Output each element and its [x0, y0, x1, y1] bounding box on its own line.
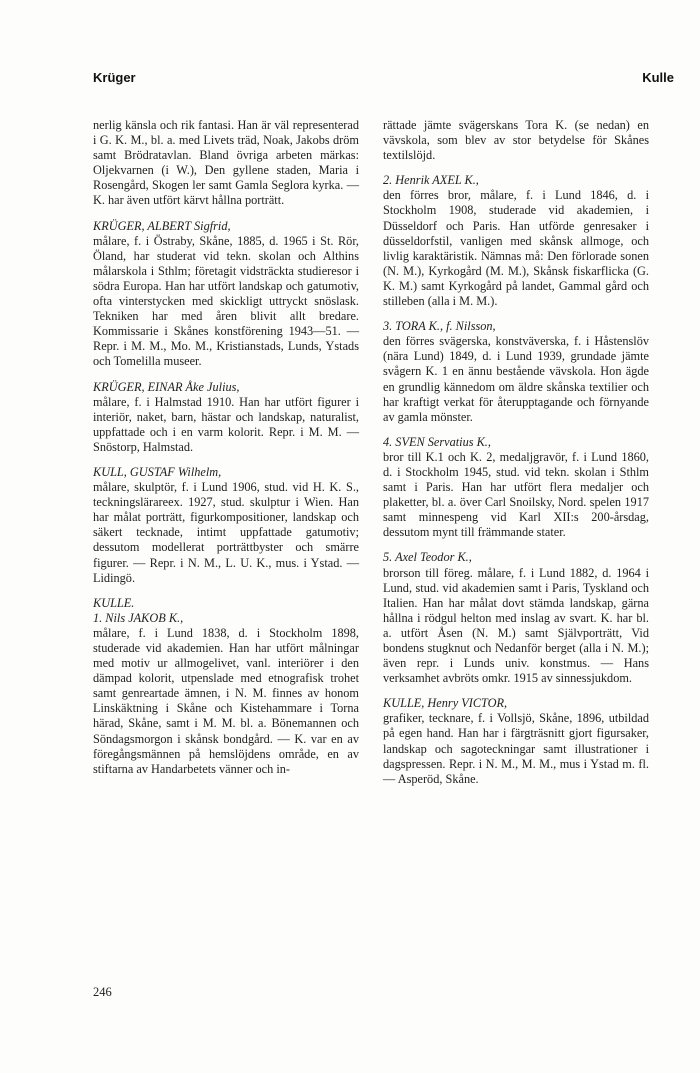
entry-continuation: [383, 118, 649, 163]
entry-body: målare, skulptör, f. i Lund 1906, stud. vid H. K. S., teckningslärareex. 1927, stud. skulptur i Wien. Han har målat porträtt, figurkompositioner, landskap och säkert tecknade, intimt uppfattade gatumotiv; dessutom modellerat porträttbyster och smärre figurer. — Repr. i N. M., L. U. K., mus. i Ystad. — Lidingö.: [93, 480, 359, 585]
entry-body: målare, f. i Halmstad 1910. Han har utfört figurer i interiör, naket, barn, hästar och landskap, naturalist, uppfattade och i en varm kolorit. Repr. i M. M. — Snöstorp, Halmstad.: [93, 394, 359, 454]
entry-body: nerlig känsla och rik fantasi. Han är väl representerad i G. K. M., bl. a. med Livets träd, Noak, Jakobs dröm samt Brödratavlan. Bland övriga arbeten märkas: Oljekvarnen (i W.), Den gyllene staden, Maria i Rosengård, Skogen ler samt Gamla Seglora kyrka. — K. har även utfört kärvt hållna porträtt.: [93, 118, 359, 208]
entry-kulle-sven: [383, 435, 649, 541]
entry-subheading: 1. Nils JAKOB K.,: [93, 610, 184, 625]
left-column: [93, 118, 359, 787]
entry-kull-gustaf: [93, 465, 359, 586]
entry-kruger-albert: [93, 219, 359, 370]
entry-heading: 4. SVEN Servatius K.,: [383, 434, 491, 449]
entry-kulle-tora: [383, 319, 649, 425]
entry-body: den förres bror, målare, f. i Lund 1846, d. i Stockholm 1908, studerade vid akademien, i Düsseldorf och Paris. Han utförde genresaker i düsseldorfstil, vanligen med skånsk allmoge, och livlig karaktäristik. Nämnas må: Den förlorade sonen (N. M.), Kyrkogård (M. M.), Skånsk fiskarflicka (G. K. M.) samt Kyrkogård på landet, Gammal gård och stilleben (alla i M. M.).: [383, 188, 649, 309]
entry-heading: 5. Axel Teodor K.,: [383, 550, 472, 565]
entry-heading: KRÜGER, EINAR Åke Julius,: [93, 379, 240, 394]
entry-body: målare, f. i Lund 1838, d. i Stockholm 1898, studerade vid akademien. Han har utfört målningar med motiv ur allmogelivet, vanl. interiörer i den dämpad kolorit, utpenslade med etnografisk trohet samt genreartade ämnen, i N. M. finnes av honom Linskäktning i Skåne och Kistehammare i Torna härad, Skåne, samt i M. M. bl. a. Bönemannen och Söndagsmorgon i skånsk bondgård. — K. var en av föregångsmännen på hemslöjdens område, en av stiftarna av Handarbetets vänner och in-: [93, 625, 359, 776]
entry-kulle-jakob: [93, 596, 359, 777]
entry-kulle-axel-teodor: [383, 550, 649, 686]
entry-continuation: [93, 118, 359, 209]
entry-body: grafiker, tecknare, f. i Vollsjö, Skåne, 1896, utbildad på egen hand. Han har i färgträsnitt gjort figursaker, landskap och sagoteckningar samt illustrationer i dagspressen. Repr. i N. M., M. M., mus i Ystad m. fl. — Asperöd, Skåne.: [383, 711, 649, 786]
page-number: 246: [93, 985, 112, 999]
entry-heading: KULLE, Henry VICTOR,: [383, 696, 508, 711]
entry-kulle-henry-victor: [383, 696, 649, 787]
running-head-left: Krüger: [93, 70, 136, 85]
entry-heading: KULL, GUSTAF Wilhelm,: [93, 464, 222, 479]
entry-heading: KULLE.: [93, 595, 135, 610]
entry-kulle-axel: [383, 173, 649, 309]
entry-body: den förres svägerska, konstväverska, f. i Håstenslöv (nära Lund) 1849, d. i Lund 1939, grundade jämte svågern K. 1 en ännu bestående vävskola. Hon ägde en grundlig kännedom om äldre skånska textilier och har kraftigt verkat för återupptagande och förnyande av gamla mönster.: [383, 334, 649, 424]
entry-kruger-einar: [93, 380, 359, 455]
entry-body: rättade jämte svägerskans Tora K. (se nedan) en vävskola, som blev av stor betydelse för Skånes textilslöjd.: [383, 118, 649, 163]
entry-heading: KRÜGER, ALBERT Sigfrid,: [93, 218, 231, 233]
entry-heading: 3. TORA K., f. Nilsson,: [383, 319, 496, 334]
right-column: [383, 118, 649, 797]
entry-body: målare, f. i Östraby, Skåne, 1885, d. 1965 i St. Rör, Öland, har studerat vid tekn. skolan och Althins målarskola i Sthlm; företagit vidsträckta studieresor i södra Europa. Han har utfört landskap och gatumotiv, ofta vinterstycken med skickligt uttryckt snöslask. Tekniken har med åren blivit allt bredare. Kommissarie i Skånes konstförening 1943—51. — Repr. i M. M., Mo. M., Kristianstads, Lunds, Ystads och Tomelilla museer.: [93, 233, 359, 369]
running-head-right: Kulle: [642, 70, 674, 85]
entry-heading: 2. Henrik AXEL K.,: [383, 173, 479, 188]
entry-body: brorson till föreg. målare, f. i Lund 1882, d. 1964 i Lund, stud. vid akademien samt i Paris, Tyskland och Italien. Han har målat dovt stämda landskap, gärna hållna i rödgul helton med inslag av svart. K. har bl. a. utfört Åsen (N. M.) samt Självporträtt, Vid bondens stugknut och Nedanför berget (alla i N. M.); även repr. i Lunds univ. konstmus. — Hans verksamhet avbröts omkr. 1915 av sinnessjukdom.: [383, 565, 649, 686]
entry-body: bror till K.1 och K. 2, medaljgravör, f. i Lund 1860, d. i Stockholm 1945, stud. vid tekn. skolan i Sthlm samt i Paris. Han har utfört flera medaljer och plaketter, bl. a. över Carl Snoilsky, Nord. spelen 1917 samt minnespeng vid Karl XII:s 200-årsdag, dessutom mynt till främmande stater.: [383, 449, 649, 540]
